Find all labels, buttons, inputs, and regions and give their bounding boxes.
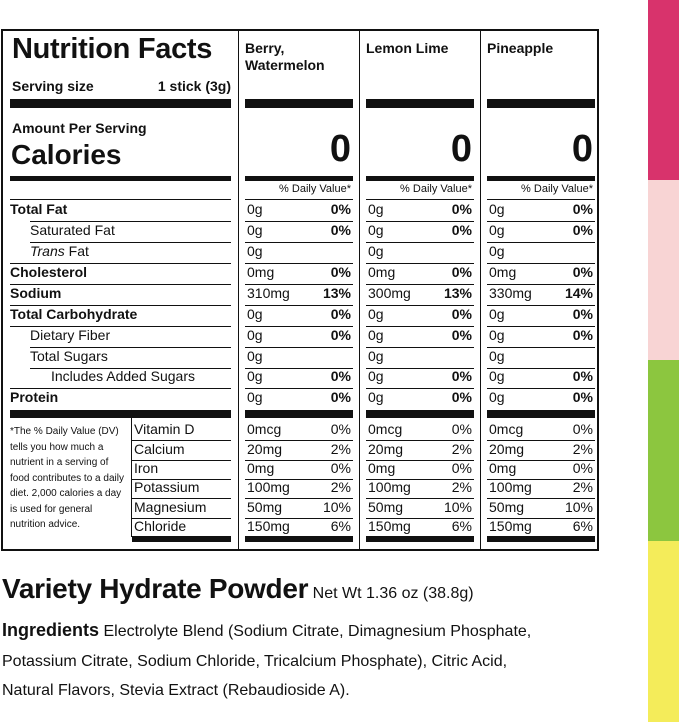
vitamin-label-4: Magnesium: [134, 499, 207, 515]
flavor-dv-line-2: [487, 199, 595, 200]
vitamin-label-5: Chloride: [134, 518, 187, 534]
flavor-name-0: Berry,: [245, 40, 285, 56]
vitamin-label-0: Vitamin D: [134, 421, 195, 437]
nutrient-label-9: Protein: [10, 389, 59, 405]
flavor-2-amount-0: 0g: [489, 201, 505, 217]
flavor-calories-0: 0: [329, 128, 351, 170]
flavor-bottom-bar-0: [245, 536, 353, 542]
flavor-dv-header-0: % Daily Value*: [279, 183, 351, 195]
product-title-line: [2, 573, 474, 605]
flavor-0-dv-1: 0%: [330, 222, 351, 238]
flavor-serving-bar-0: [245, 99, 353, 108]
flavor-0-amount-9: 0g: [247, 389, 263, 405]
ingredients-text-1: Electrolyte Blend (Sodium Citrate, Dimagnesium Phosphate,: [103, 623, 532, 640]
flavor-1-amount-7: 0g: [368, 348, 384, 364]
flavor-1-vit-amount-2: 0mg: [368, 460, 396, 476]
vitamin-divider: [131, 418, 132, 537]
flavor-0-vit-dv-0: 0%: [330, 421, 351, 437]
nutrient-label-4: Sodium: [10, 285, 62, 301]
serving-thick-bar: [10, 99, 231, 108]
flavor-2-amount-4: 330mg: [489, 285, 532, 301]
flavor-calories-bar-2: [487, 176, 595, 181]
nutrition-facts-label: [1, 29, 599, 551]
flavor-2-amount-7: 0g: [489, 348, 505, 364]
flavor-2-dv-9: 0%: [572, 389, 593, 405]
flavor-1-dv-6: 0%: [451, 327, 472, 343]
flavor-2-dv-5: 0%: [572, 306, 593, 322]
flavor-0-amount-6: 0g: [247, 327, 263, 343]
flavor-2-vit-dv-5: 6%: [572, 518, 593, 534]
trans-suffix: Fat: [64, 243, 89, 259]
flavor-0-vit-amount-1: 20mg: [247, 441, 283, 457]
flavor-1-vit-amount-0: 0mcg: [368, 421, 403, 437]
flavor-0-dv-9: 0%: [330, 389, 351, 405]
flavor-protein-bar-2: [487, 410, 595, 418]
flavor-2-vit-dv-4: 10%: [564, 499, 593, 515]
nutrient-label-0: Total Fat: [10, 201, 68, 217]
flavor-1-dv-8: 0%: [451, 368, 472, 384]
column-separator-1: [359, 31, 360, 549]
flavor-1-vit-dv-2: 0%: [451, 460, 472, 476]
nutrient-label-3: Cholesterol: [10, 264, 88, 280]
ingredients-line-1: [2, 616, 602, 647]
flavor-2-vit-amount-4: 50mg: [489, 499, 525, 515]
flavor-2-amount-1: 0g: [489, 222, 505, 238]
flavor-0-vit-dv-3: 2%: [330, 479, 351, 495]
flavor-1-vit-amount-3: 100mg: [368, 479, 411, 495]
flavor-1-amount-8: 0g: [368, 368, 384, 384]
flavor-1-amount-9: 0g: [368, 389, 384, 405]
flavor-2-vit-dv-0: 0%: [572, 421, 593, 437]
flavor-name-2: Pineapple: [487, 40, 554, 56]
flavor-1-vit-dv-5: 6%: [451, 518, 472, 534]
flavor-2-amount-5: 0g: [489, 306, 505, 322]
flavor-1-vit-amount-5: 150mg: [368, 518, 411, 534]
flavor-serving-bar-2: [487, 99, 595, 108]
column-separator-0: [238, 31, 239, 549]
flavor-0-amount-8: 0g: [247, 368, 263, 384]
flavor-2-amount-3: 0mg: [489, 264, 517, 280]
flavor-calories-1: 0: [450, 128, 472, 170]
nutrient-label-1: Saturated Fat: [30, 222, 115, 238]
flavor-0-vit-amount-4: 50mg: [247, 499, 283, 515]
flavor-1-vit-dv-3: 2%: [451, 479, 472, 495]
flavor-2-dv-8: 0%: [572, 368, 593, 384]
flavor-0-amount-1: 0g: [247, 222, 263, 238]
flavor-1-vit-amount-1: 20mg: [368, 441, 404, 457]
daily-value-footnote: *The % Daily Value (DV) tells you how much a nutrient in a serving of food contributes to a daily diet. 2,000 calories a day is used for general nutrition advice.: [10, 426, 124, 530]
flavor-dv-header-2: % Daily Value*: [521, 183, 593, 195]
flavor-protein-bar-1: [366, 410, 474, 418]
flavor-0-vit-amount-0: 0mcg: [247, 421, 282, 437]
flavor-1-dv-3: 0%: [451, 264, 472, 280]
flavor-1-amount-4: 300mg: [368, 285, 411, 301]
ingredients-label: Ingredients: [2, 620, 100, 640]
flavor-2-vit-amount-0: 0mcg: [489, 421, 524, 437]
flavor-1-dv-9: 0%: [451, 389, 472, 405]
flavor-1-amount-2: 0g: [368, 243, 384, 259]
flavor-2-vit-dv-3: 2%: [572, 479, 593, 495]
nutrient-label-6: Dietary Fiber: [30, 327, 111, 343]
flavor-1-amount-3: 0mg: [368, 264, 396, 280]
vitamin-label-1: Calcium: [134, 441, 185, 457]
flavor-0-vit-amount-5: 150mg: [247, 518, 290, 534]
flavor-name-1: Lemon Lime: [366, 40, 449, 56]
flavor-protein-bar-0: [245, 410, 353, 418]
flavor-bottom-bar-2: [487, 536, 595, 542]
ingredients-line-3: Natural Flavors, Stevia Extract (Rebaudioside A).: [2, 682, 350, 699]
flavor-1-vit-amount-4: 50mg: [368, 499, 404, 515]
flavor-2-vit-amount-1: 20mg: [489, 441, 525, 457]
flavor-0-vit-dv-4: 10%: [322, 499, 351, 515]
flavor-2-vit-amount-2: 0mg: [489, 460, 517, 476]
flavor-dv-line-1: [366, 199, 474, 200]
vitamin-label-2: Iron: [134, 460, 159, 476]
flavor-0-dv-3: 0%: [330, 264, 351, 280]
serving-size-label: Serving size: [12, 78, 94, 94]
flavor-1-amount-0: 0g: [368, 201, 384, 217]
flavor-2-amount-2: 0g: [489, 243, 505, 259]
flavor-2-amount-6: 0g: [489, 327, 505, 343]
stripe-light-pink: [648, 180, 679, 360]
calories-thick-bar: [10, 176, 231, 181]
flavor-1-amount-1: 0g: [368, 222, 384, 238]
nutrition-facts-title: Nutrition Facts: [12, 33, 213, 65]
calories-label: Calories: [11, 139, 122, 170]
flavor-2-dv-1: 0%: [572, 222, 593, 238]
flavor-calories-bar-0: [245, 176, 353, 181]
flavor-1-vit-dv-1: 2%: [451, 441, 472, 457]
nutrient-label-2: [30, 243, 89, 259]
flavor-2-dv-6: 0%: [572, 327, 593, 343]
flavor-dv-header-1: % Daily Value*: [400, 183, 472, 195]
trans-italic: Trans: [30, 243, 65, 259]
nutrient-label-5: Total Carbohydrate: [10, 306, 138, 322]
flavor-1-vit-dv-0: 0%: [451, 421, 472, 437]
flavor-1-dv-4: 13%: [443, 285, 472, 301]
flavor-2-dv-3: 0%: [572, 264, 593, 280]
flavor-0-dv-4: 13%: [322, 285, 351, 301]
flavor-0-vit-dv-1: 2%: [330, 441, 351, 457]
flavor-2-vit-dv-1: 2%: [572, 441, 593, 457]
serving-size-value: 1 stick (3g): [157, 78, 231, 94]
flavor-bottom-bar-1: [366, 536, 474, 542]
flavor-2-vit-amount-3: 100mg: [489, 479, 532, 495]
nutrient-label-7: Total Sugars: [30, 348, 108, 364]
flavor-1-amount-5: 0g: [368, 306, 384, 322]
product-name: Variety Hydrate Powder: [2, 573, 309, 604]
flavor-0-amount-5: 0g: [247, 306, 263, 322]
flavor-1-dv-1: 0%: [451, 222, 472, 238]
flavor-1-dv-5: 0%: [451, 306, 472, 322]
flavor-2-vit-dv-2: 0%: [572, 460, 593, 476]
flavor-2-dv-0: 0%: [572, 201, 593, 217]
flavor-2-dv-4: 14%: [564, 285, 593, 301]
vitamin-label-3: Potassium: [134, 479, 200, 495]
dv-header-line: [10, 199, 231, 200]
flavor-0-amount-3: 0mg: [247, 264, 275, 280]
stripe-green: [648, 360, 679, 541]
flavor-0-dv-6: 0%: [330, 327, 351, 343]
ingredients-line-2: Potassium Citrate, Sodium Chloride, Tricalcium Phosphate), Citric Acid,: [2, 652, 508, 670]
stripe-yellow: [648, 541, 679, 722]
flavor-2-amount-9: 0g: [489, 389, 505, 405]
flavor-2-amount-8: 0g: [489, 368, 505, 384]
flavor-1-vit-dv-4: 10%: [443, 499, 472, 515]
flavor-name-line2-0: Watermelon: [245, 57, 325, 73]
flavor-0-vit-dv-2: 0%: [330, 460, 351, 476]
flavor-0-amount-2: 0g: [247, 243, 263, 259]
nutrient-label-8: Includes Added Sugars: [51, 368, 195, 384]
flavor-0-dv-8: 0%: [330, 368, 351, 384]
ingredients: [2, 616, 602, 706]
amount-per-serving: Amount Per Serving: [12, 120, 147, 136]
flavor-0-vit-amount-3: 100mg: [247, 479, 290, 495]
column-separator-2: [480, 31, 481, 549]
flavor-0-vit-amount-2: 0mg: [247, 460, 275, 476]
flavor-0-amount-7: 0g: [247, 348, 263, 364]
flavor-calories-bar-1: [366, 176, 474, 181]
stripe-pink: [648, 0, 679, 180]
net-weight: Net Wt 1.36 oz (38.8g): [312, 585, 474, 602]
flavor-1-amount-6: 0g: [368, 327, 384, 343]
flavor-calories-2: 0: [571, 128, 593, 170]
protein-thick-bar: [10, 410, 231, 418]
flavor-0-dv-5: 0%: [330, 306, 351, 322]
flavor-dv-line-0: [245, 199, 353, 200]
vitamin-bottom-bar: [132, 536, 231, 542]
flavor-serving-bar-1: [366, 99, 474, 108]
flavor-1-dv-0: 0%: [451, 201, 472, 217]
flavor-0-vit-dv-5: 6%: [330, 518, 351, 534]
flavor-0-amount-4: 310mg: [247, 285, 290, 301]
flavor-0-dv-0: 0%: [330, 201, 351, 217]
flavor-0-amount-0: 0g: [247, 201, 263, 217]
flavor-2-vit-amount-5: 150mg: [489, 518, 532, 534]
